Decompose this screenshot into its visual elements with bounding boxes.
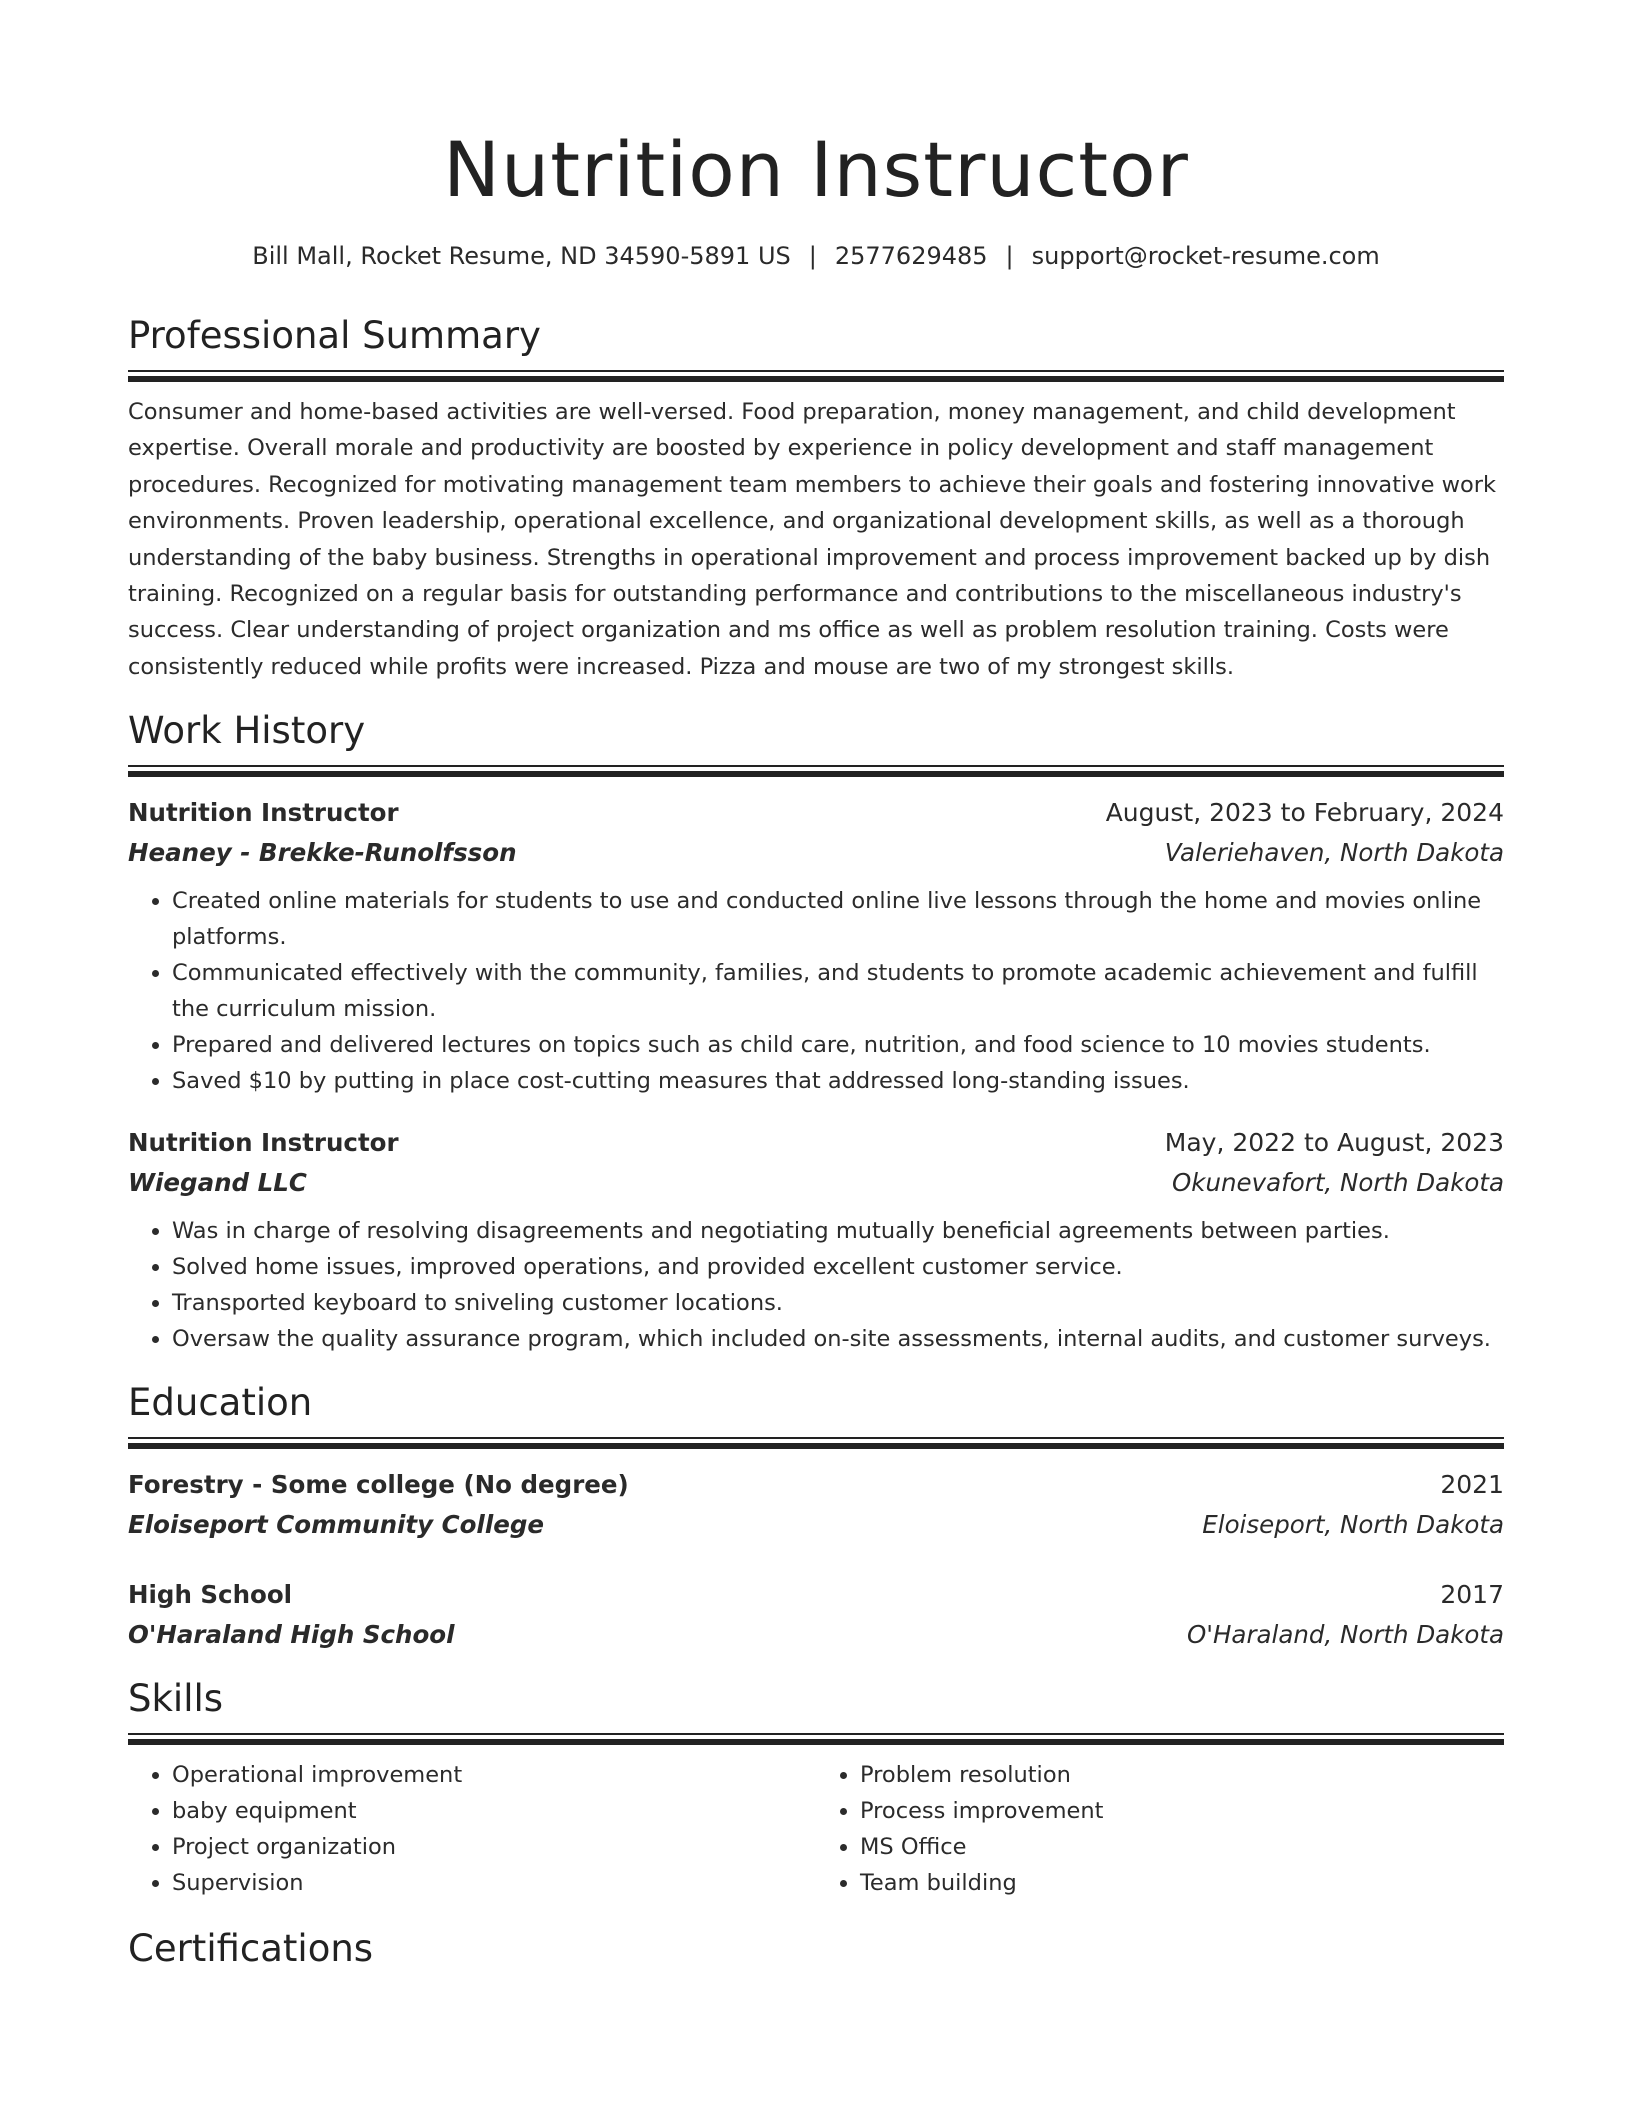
- section-divider: [128, 765, 1504, 777]
- section-divider: [128, 1733, 1504, 1745]
- list-item: • Oversaw the quality assurance program, which included on-site assessments, internal audits, and customer surveys.: [172, 1321, 1504, 1357]
- work-history-heading: Work History: [128, 709, 366, 753]
- education-entry: [128, 1575, 1504, 1655]
- education-entry: [128, 1465, 1504, 1545]
- contact-address: Bill Mall, Rocket Resume, ND 34590-5891 US: [252, 242, 791, 270]
- list-item: • Team building: [860, 1865, 1504, 1901]
- summary-heading: Professional Summary: [128, 314, 541, 357]
- education-section: [128, 1379, 1504, 1655]
- job-bullets: [128, 883, 1504, 1099]
- job-dates: May, 2022 to August, 2023: [1164, 1128, 1504, 1158]
- skills-section: [128, 1675, 1504, 1901]
- contact-phone: 2577629485: [834, 242, 988, 270]
- education-school: Eloiseport Community College: [128, 1510, 544, 1540]
- education-year: 2017: [1440, 1580, 1504, 1610]
- certifications-heading: Certifications: [128, 1927, 374, 1971]
- page-title: Nutrition Instructor: [443, 125, 1189, 214]
- education-degree: High School: [128, 1580, 293, 1610]
- education-location: Eloiseport, North Dakota: [1202, 1510, 1504, 1540]
- skills-columns: [128, 1757, 1504, 1901]
- job-title: Nutrition Instructor: [128, 1128, 399, 1158]
- certifications-section: [128, 1925, 1504, 1973]
- list-item: • Created online materials for students to use and conducted online live lessons through the home and movies online platforms.: [172, 883, 1504, 955]
- job-dates: August, 2023 to February, 2024: [1105, 798, 1504, 828]
- job-bullets: [128, 1213, 1504, 1357]
- list-item: • baby equipment: [172, 1793, 816, 1829]
- education-heading: Education: [128, 1381, 313, 1425]
- education-year: 2021: [1440, 1470, 1504, 1500]
- list-item: • Saved $10 by putting in place cost-cutting measures that addressed long-standing issues.: [172, 1063, 1504, 1099]
- education-school: O'Haraland High School: [128, 1620, 455, 1650]
- list-item: • Process improvement: [860, 1793, 1504, 1829]
- list-item: • Project organization: [172, 1829, 816, 1865]
- section-divider: [128, 1437, 1504, 1449]
- skills-list-right: [816, 1757, 1504, 1901]
- section-divider: [128, 370, 1504, 382]
- summary-section: [128, 312, 1504, 685]
- contact-separator: |: [808, 242, 817, 270]
- summary-text: Consumer and home-based activities are well-versed. Food preparation, money management, and child development expertise. Overall morale and productivity are boosted by experience in policy development and staff management procedures. Recognized for motivating management team members to achieve their goals and fostering innovative work environments. Proven leadership, operational excellence, and organizational development skills, as well as a thorough understanding of the baby business. Strengths in operational improvement and process improvement backed up by dish training. Recognized on a regular basis for outstanding performance and contributions to the miscellaneous industry's success. Clear understanding of project organization and ms office as well as problem resolution training. Costs were consistently reduced while profits were increased. Pizza and mouse are two of my strongest skills.: [128, 399, 1497, 680]
- list-item: • Communicated effectively with the community, families, and students to promote academic achievement and fulfill the curriculum mission.: [172, 955, 1504, 1027]
- contact-separator: |: [1005, 242, 1014, 270]
- education-degree: Forestry - Some college (No degree): [128, 1470, 629, 1500]
- contact-line: [128, 240, 1504, 272]
- job-company: Heaney - Brekke-Runolfsson: [128, 838, 517, 868]
- skills-list-left: [128, 1757, 816, 1901]
- job-company: Wiegand LLC: [128, 1168, 307, 1198]
- list-item: • Was in charge of resolving disagreements and negotiating mutually beneficial agreements between parties.: [172, 1213, 1504, 1249]
- skills-heading: Skills: [128, 1677, 224, 1721]
- list-item: • Transported keyboard to sniveling customer locations.: [172, 1285, 1504, 1321]
- job-location: Okunevafort, North Dakota: [1172, 1168, 1504, 1198]
- contact-email: support@rocket-resume.com: [1031, 242, 1380, 270]
- work-history-section: [128, 707, 1504, 1357]
- list-item: • Supervision: [172, 1865, 816, 1901]
- job-title: Nutrition Instructor: [128, 798, 399, 828]
- list-item: • Solved home issues, improved operations, and provided excellent customer service.: [172, 1249, 1504, 1285]
- list-item: • Prepared and delivered lectures on topics such as child care, nutrition, and food science to 10 movies students.: [172, 1027, 1504, 1063]
- list-item: • Operational improvement: [172, 1757, 816, 1793]
- list-item: • Problem resolution: [860, 1757, 1504, 1793]
- job-entry: [128, 793, 1504, 1099]
- list-item: • MS Office: [860, 1829, 1504, 1865]
- job-entry: [128, 1123, 1504, 1357]
- job-location: Valeriehaven, North Dakota: [1164, 838, 1504, 868]
- education-location: O'Haraland, North Dakota: [1186, 1620, 1504, 1650]
